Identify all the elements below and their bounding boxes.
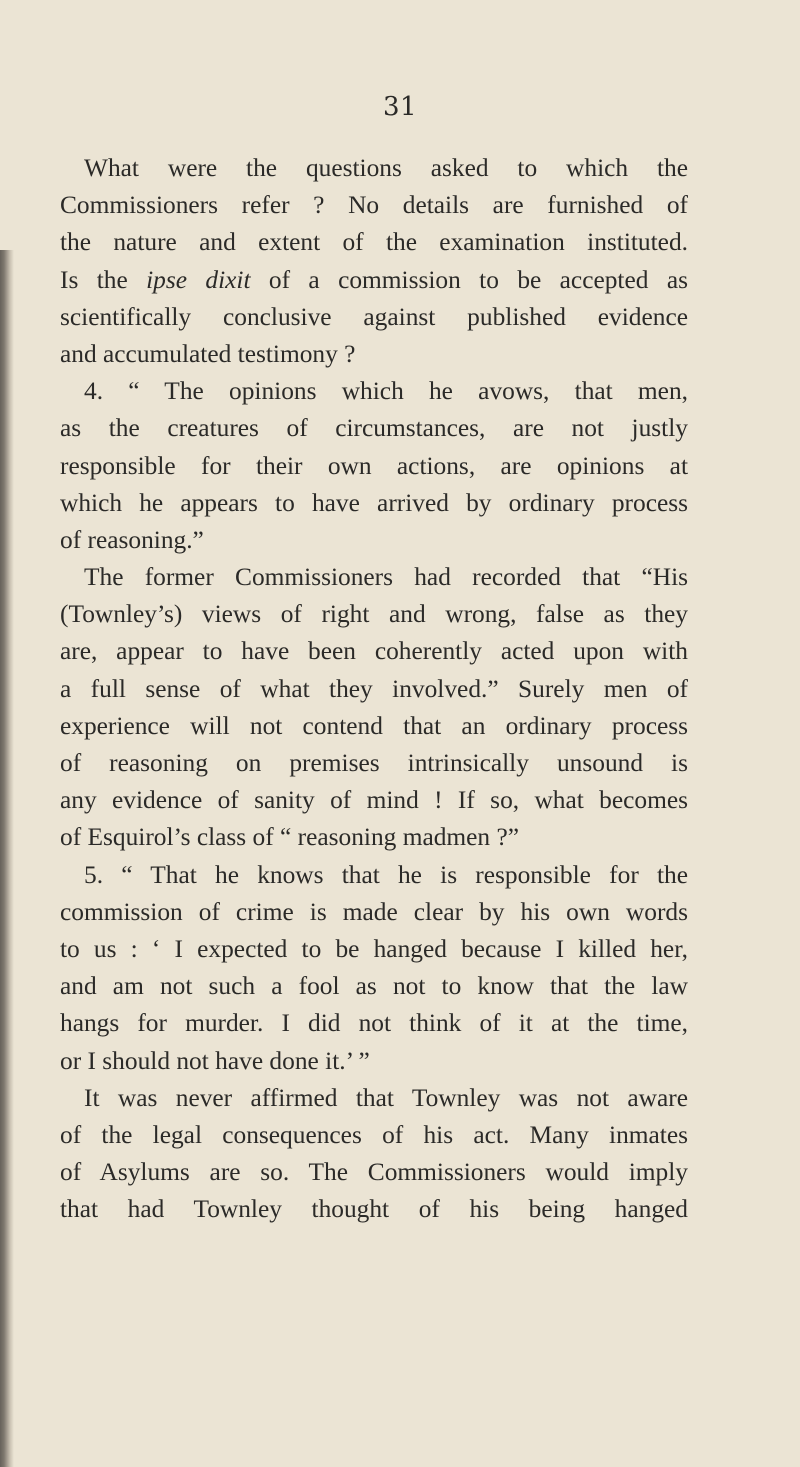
text-line: of reasoning on premises intrinsically unsound is [60, 749, 688, 777]
text-line: as the creatures of circumstances, are not justly [60, 414, 688, 443]
text-line: The former Commissioners had recorded that “His [84, 563, 688, 592]
text-line: a full sense of what they involved.” Surely men of [60, 674, 688, 703]
text-line: of Esquirol’s class of “ reasoning madmen ?” [60, 823, 520, 852]
text-line: the nature and extent of the examination instituted. [60, 228, 688, 257]
text-line: It was never affirmed that Townley was not aware [84, 1083, 688, 1112]
binding-gutter [0, 250, 14, 1467]
text-line: of reasoning.” [60, 525, 204, 554]
page-number: 31 [382, 92, 418, 122]
text-line: of the legal consequences of his act. Many inmates [60, 1120, 688, 1149]
text-line: scientifically conclusive against published evidence [60, 302, 688, 331]
text-line: and accumulated testimony ? [60, 339, 356, 368]
text-line: that had Townley thought of his being hanged [60, 1195, 688, 1224]
text-line: are, appear to have been coherently acted upon with [60, 637, 688, 666]
text-line: responsible for their own actions, are opinions at [60, 451, 688, 480]
text-line: which he appears to have arrived by ordinary process [60, 488, 688, 517]
text-line: 5. “ That he knows that he is responsible for the [84, 860, 688, 889]
italic-phrase: ipse dixit [146, 265, 251, 294]
text-line: experience will not contend that an ordinary process [60, 711, 688, 740]
text-line: Commissioners refer ? No details are furnished of [60, 191, 688, 220]
text-line: What were the questions asked to which the [84, 154, 688, 182]
body-text [60, 150, 688, 1228]
text-line: to us : ‘ I expected to be hanged because I killed her, [60, 934, 688, 963]
text-line: any evidence of sanity of mind ! If so, what becomes [60, 786, 688, 815]
text-line: and am not such a fool as not to know that the law [60, 972, 688, 1001]
text-line: of Asylums are so. The Commissioners would imply [60, 1158, 688, 1187]
text-line: commission of crime is made clear by his own words [60, 897, 688, 926]
text-segment: Is the [60, 265, 147, 294]
text-segment: of a commission to be accepted as [250, 265, 688, 294]
text-line: (Townley’s) views of right and wrong, false as they [60, 600, 688, 629]
text-line: or I should not have done it.’ ” [60, 1046, 370, 1075]
text-line [60, 262, 688, 299]
text-line: hangs for murder. I did not think of it at the time, [60, 1009, 688, 1038]
text-line: 4. “ The opinions which he avows, that men, [84, 377, 688, 406]
